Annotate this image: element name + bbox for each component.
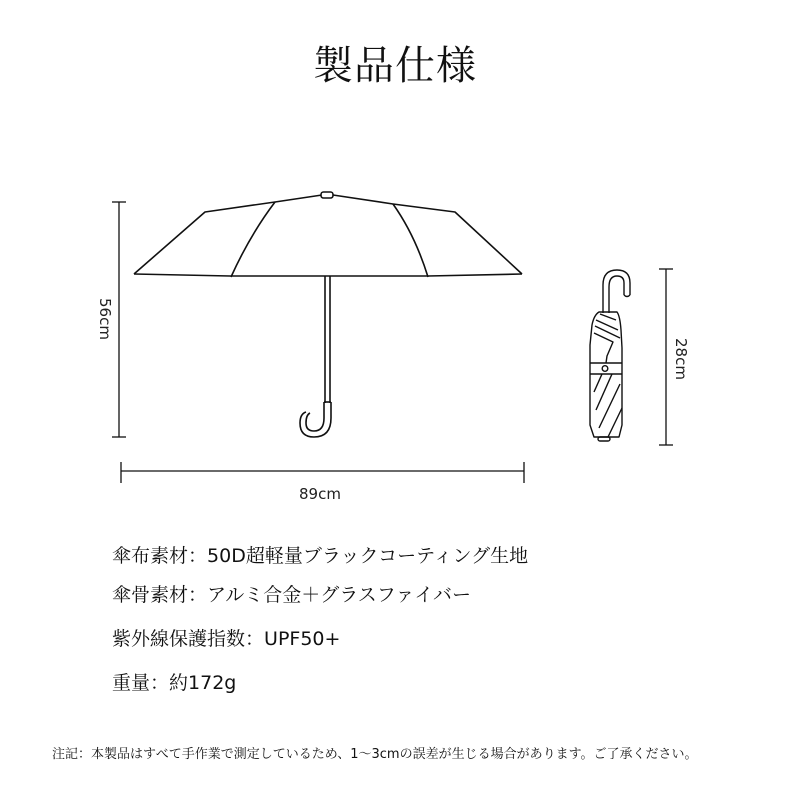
folded-height-dimension-line (659, 269, 673, 445)
folded-umbrella-icon (590, 270, 630, 441)
spec-row-canopy-material (112, 541, 528, 568)
spec-separator: ： (188, 584, 208, 606)
spec-row-weight (112, 668, 236, 695)
spec-value: アルミ合金＋グラスファイバー (207, 584, 471, 606)
spec-value: UPF50+ (264, 628, 341, 650)
spec-label: 紫外線保護指数 (112, 628, 246, 650)
folded-height-label: 28cm (672, 338, 690, 380)
spec-separator: ： (150, 672, 170, 694)
height-dimension-line (112, 202, 126, 437)
spec-label: 傘布素材 (112, 545, 189, 567)
spec-value: 50D超軽量ブラックコーティング生地 (207, 545, 529, 567)
open-umbrella-icon (134, 192, 522, 437)
width-label: 89cm (299, 485, 341, 503)
spec-value: 約172g (169, 672, 237, 694)
width-dimension-line (121, 462, 524, 483)
height-label: 56cm (96, 298, 114, 340)
spec-separator: ： (188, 545, 208, 567)
spec-row-uv-protection (112, 624, 340, 651)
spec-label: 傘骨素材 (112, 584, 189, 606)
spec-row-frame-material (112, 580, 471, 607)
spec-separator: ： (245, 628, 265, 650)
measurement-note: 注記：本製品はすべて手作業で測定しているため、1～3cmの誤差が生じる場合があります。ご了承ください。 (52, 747, 698, 762)
spec-label: 重量 (112, 672, 151, 694)
page-title: 製品仕様 (313, 43, 477, 89)
